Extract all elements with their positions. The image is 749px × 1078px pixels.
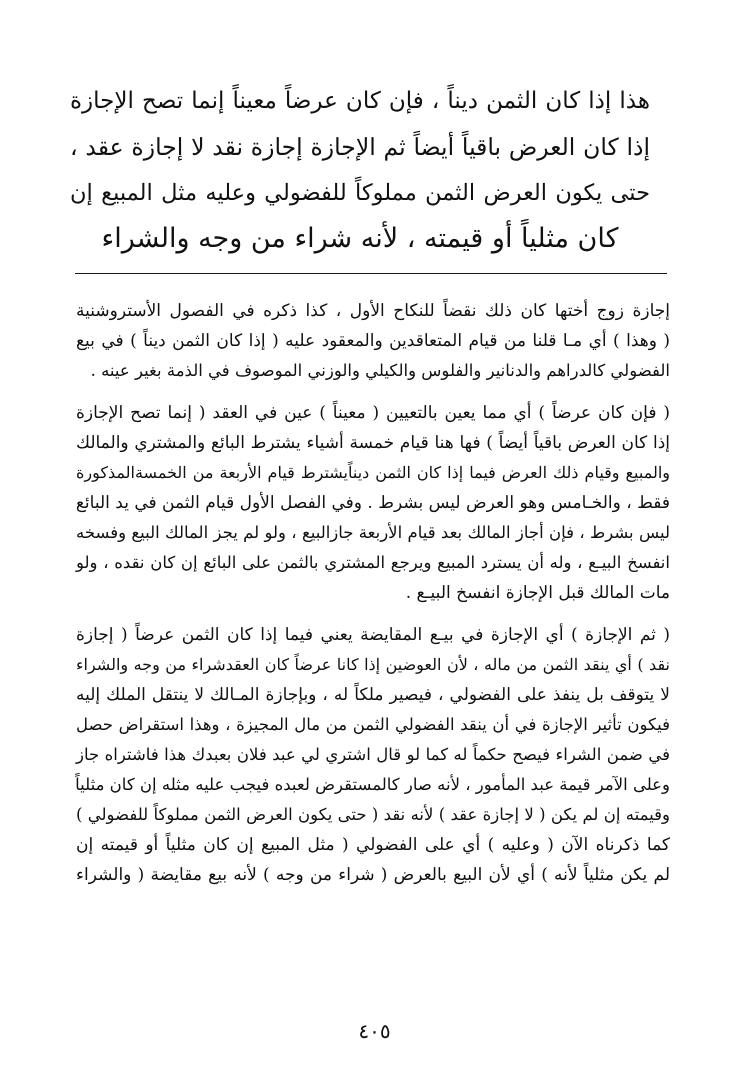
commentary-line: ( وهذا ) أي مـا قلنا من قيام المتعاقدين والمعقود عليه ( إذا كان الثمن ديناً ) في بيع [76, 331, 670, 351]
commentary-line: إجازة زوج أختها كان ذلك نقضاً للنكاح الأول ، كذا ذكره في الفصول الأستروشنية [76, 301, 670, 321]
commentary-line: انفسخ البيـع ، وله أن يسترد المبيع ويرجع المشتري بالثمن على البائع إن كان نقده ، ولو [76, 553, 670, 572]
commentary-line: الفضولي كالدراهم والدنانير والفلوس والكيلي والوزني الموصوف في الذمة بغير عينه . [90, 361, 670, 380]
commentary-line: في ضمن الشراء فيصح حكماً له كما لو قال اشتري لي عبد فلان بعبدك هذا فاشتراه جاز [76, 745, 670, 764]
main-text-line: كان مثلياً أو قيمته ، لأنه شراء من وجه والشراء [101, 223, 619, 254]
commentary-line: وعلى الآمر قيمة عبد المأمور ، لأنه صار كالمستقرض لعبده فيجب عليه مثله إن كان مثلياً [75, 775, 670, 794]
main-text-block [70, 78, 650, 262]
page-number: ٤٠٥ [358, 1019, 391, 1043]
commentary-block [76, 296, 670, 890]
commentary-line: فقط ، والخـامس وهو العرض ليس بشرط . وفي الفصل الأول قيام الثمن في يد البائع [75, 493, 670, 513]
main-text-line: هذا إذا كان الثمن ديناً ، فإن كان عرضاً معيناً إنما تصح الإجازة [70, 88, 650, 114]
commentary-line: كما ذكرناه الآن ( وعليه ) أي على الفضولي ( مثل المبيع إن كان مثلياً أو قيمته إن [76, 835, 670, 855]
commentary-line: مات المالك قبل الإجازة انفسخ البيـع . [405, 583, 670, 603]
main-text-line: إذا كان العرض باقياً أيضاً ثم الإجازة إجازة نقد لا إجازة عقد ، [70, 133, 650, 161]
main-text-line: حتى يكون العرض الثمن مملوكاً للفضولي وعليه مثل المبيع إن [70, 180, 650, 206]
commentary-line: إذا كان العرض باقياً أيضاً ) فها هنا قيام خمسة أشياء يشترط البائع والمشتري والمالك [76, 433, 670, 453]
commentary-line: لا يتوقف بل ينفذ على الفضولي ، فيصير ملكاً له ، وبإجازة المـالك لا ينتقل الملك إليه [76, 685, 670, 705]
commentary-line: ليس بشرط ، فإن أجاز المالك بعد قيام الأربعة جازالبيع ، ولو لم يجز المالك البيع وفسخه [76, 523, 670, 542]
commentary-line: نقد ) أي ينقد الثمن من ماله ، لأن العوضين إذا كانا عرضاً كان العقدشراء من وجه والشراء [76, 655, 670, 674]
commentary-line: وقيمته إن لم يكن ( لا إجازة عقد ) لأنه نقد ( حتى يكون العرض الثمن مملوكاً للفضولي ) [76, 805, 670, 824]
commentary-paragraph [76, 296, 670, 386]
commentary-line: ( فإن كان عرضاً ) أي مما يعين بالتعيين ( معيناً ) عين في العقد ( إنما تصح الإجازة [76, 403, 670, 423]
text-divider [75, 273, 667, 274]
commentary-line: والمبيع وقيام ذلك العرض فيما إذا كان الثمن ديناًيشترط قيام الأربعة من الخمسةالمذكورة [76, 463, 670, 482]
commentary-line: ( ثم الإجازة ) أي الإجازة في بيـع المقايضة يعني فيما إذا كان الثمن عرضاً ( إجازة [76, 625, 670, 645]
commentary-paragraph [76, 398, 670, 608]
commentary-line: فيكون تأثير الإجازة في أن ينقد الفضولي الثمن من مال المجيزة ، وهذا استقراض حصل [76, 715, 670, 734]
commentary-paragraph [76, 620, 670, 890]
commentary-line: لم يكن مثلياً لأنه ) أي لأن البيع بالعرض ( شراء من وجه ) لأنه بيع مقايضة ( والشراء [76, 865, 670, 885]
